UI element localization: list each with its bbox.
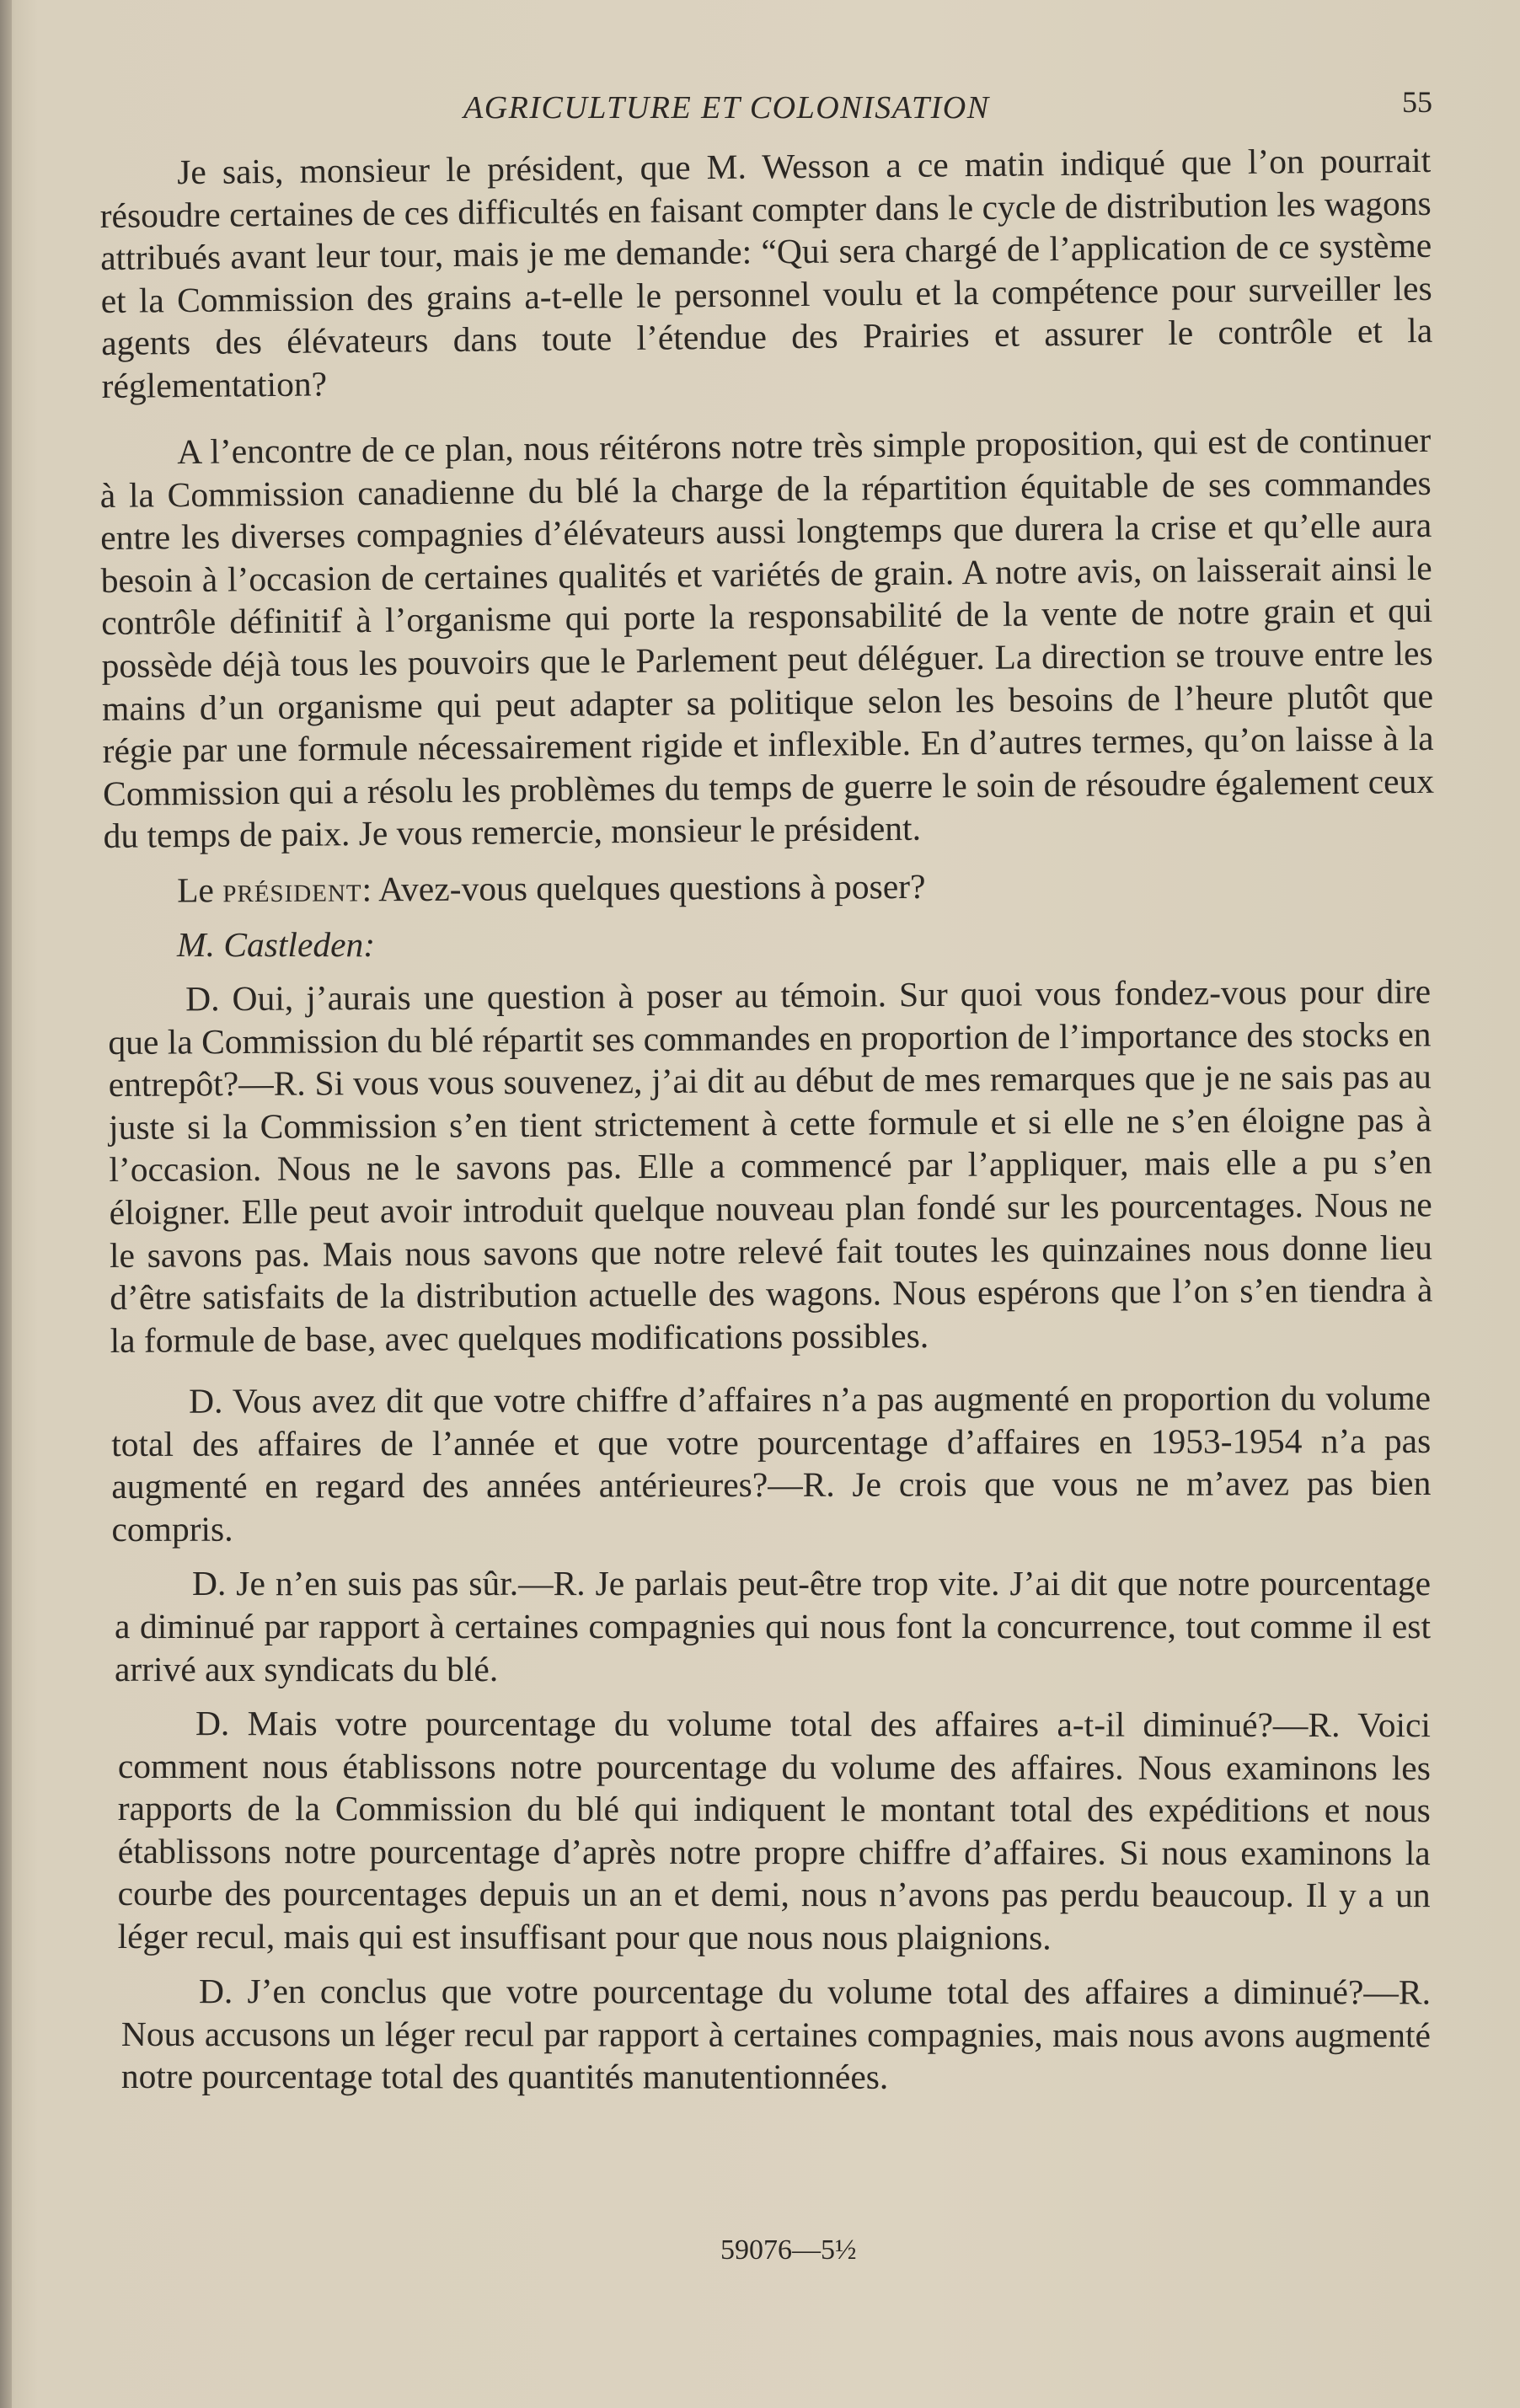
speaker-prefix: Le [177,870,223,910]
page-header [101,84,1432,135]
paragraph-2: A l’encontre de ce plan, nous réitérons notre très simple proposition, qui est de continuer à la Commission canadienne du blé la charge de la répartition équitable de ses commandes entre les diverses compagnies d’élévateurs aussi longtemps que durera la crise et qu’elle aura besoin à l’occasion de certaines qualités et variétés de grain. A notre avis, on laisserait ainsi le contrôle définitif à l’organisme qui porte la responsabilité de la vente de notre grain et qui possède déjà tous les pouvoirs que le Parlement peut déléguer. La direction se trouve entre les mains d’un organisme qui peut adapter sa politique selon les besoins de l’heure plutôt que régie par une formule nécessairement rigide et inflexible. En d’autres termes, qu’on laisse à la Commission qui a résolu les problèmes du temps de guerre le soin de résoudre également ceux du temps de paix. Je vous remercie, monsieur le président. [99,420,1435,855]
speaker-castleden: M. Castleden: [177,925,376,965]
paragraph-qa-3: D. Je n’en suis pas sûr.—R. Je parlais peut-être trop vite. J’ai dit que notre pourcentage a diminué par rapport à certaines compagnies qui nous font la concurrence, tout comme il est arrivé aux syndicats du blé. [115,1564,1431,1688]
paragraph-qa-2: D. Vous avez dit que votre chiffre d’affaires n’a pas augmenté en proportion du volume total des affaires de l’année et que votre pourcentage d’affaires en 1953-1954 n’a pas augmenté en regard des années antérieures?—R. Je crois que vous ne m’avez pas bien compris. [111,1378,1432,1549]
paragraph-1: Je sais, monsieur le président, que M. Wesson a ce matin indiqué que l’on pourrait résoudre certaines de ces difficultés en faisant compter dans le cycle de distribution les wagons attribués avant leur tour, mais je me demande: “Qui sera chargé de l’application de ce système et la Commission des grains a-t-elle le personnel voulu et la compétence pour surveiller les agents des élévateurs dans toute l’étendue des Prairies et assurer le contrôle et la réglementation? [99,140,1433,405]
printer-signature: 59076—5½ [720,2234,857,2266]
running-head: AGRICULTURE ET COLONISATION [463,90,990,126]
paragraph-qa-5: D. J’en conclus que votre pourcentage du volume total des affaires a diminué?—R. Nous accusons un léger recul par rapport à certaines compagnies, mais nous avons augmenté notre pourcentage total des quantités manutentionnées. [120,1971,1431,2096]
paragraph-president-question [99,862,1431,912]
paragraph-qa-1: D. Oui, j’aurais une question à poser au témoin. Sur quoi vous fondez-vous pour dire que la Commission du blé répartit ses commandes en proportion de l’importance des stocks en entrepôt?—R. Si vous vous souvenez, j’ai dit au début de mes remarques que je ne sais pas au juste si la Commission s’en tient strictement à cette formule et si elle ne s’en éloigne pas à l’occasion. Nous ne le savons pas. Elle a commencé par l’appliquer, mais elle a pu s’en éloigner. Elle peut avoir introduit quelque nouveau plan fondé sur les pourcentages. Nous ne le savons pas. Mais nous savons que notre relevé fait toutes les quinzaines nous donne lieu d’être satisfaits de la distribution actuelle des wagons. Nous espérons que l’on s’en tiendra à la formule de base, avec quelques modifications possibles. [108,971,1433,1360]
page-number: 55 [1402,85,1432,119]
speaker-president: président [222,869,362,909]
paragraph-qa-4: D. Mais votre pourcentage du volume total des affaires a-t-il diminué?—R. Voici comment nous établissons notre pourcentage du volume des affaires. Nous examinons les rapports de la Commission du blé qui indiquent le montant total des expéditions et nous établissons notre pourcentage d’après notre propre chiffre d’affaires. Si nous examinons la courbe des pourcentages depuis un an et demi, nous n’avons pas perdu beaucoup. Il y a un léger recul, mais qui est insuffisant pour que nous nous plaignions. [117,1704,1431,1957]
page-body [99,140,1435,2110]
page-spine-shadow [0,0,12,2408]
president-question-text: : Avez-vous quelques questions à poser? [361,866,926,908]
